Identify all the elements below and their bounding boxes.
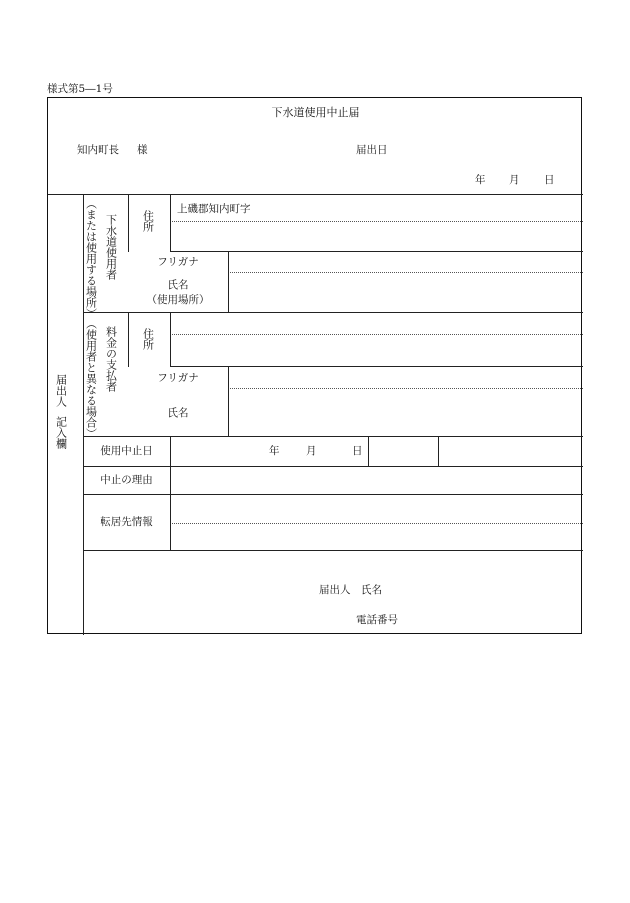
- addressee-honorific: 様: [137, 144, 148, 156]
- sewer-user-address-field[interactable]: 上磯郡知内町字: [177, 203, 251, 215]
- payer-address-field[interactable]: [177, 318, 583, 362]
- divider-moving: [83, 550, 583, 551]
- form-number: 様式第5―1号: [47, 83, 113, 95]
- divider-payer-address-col: [170, 312, 171, 367]
- sewer-user-furigana-field[interactable]: [229, 257, 583, 271]
- moving-label: 転居先情報: [100, 516, 153, 528]
- payer-address-label: 住所: [141, 328, 155, 350]
- signature-phone-field[interactable]: [413, 610, 578, 628]
- divider-user-address: [170, 251, 583, 252]
- stop-date-extra-field-1[interactable]: [369, 439, 437, 463]
- submission-month-field[interactable]: 月: [509, 174, 520, 186]
- divider-stop-date: [83, 466, 583, 467]
- submission-year-field[interactable]: 年: [475, 174, 486, 186]
- stop-date-extra-field-2[interactable]: [439, 439, 583, 463]
- moving-field[interactable]: [171, 497, 583, 547]
- divider-user-address-dotted: [170, 221, 583, 222]
- form-title: 下水道使用中止届: [271, 106, 360, 119]
- divider-user-furigana: [228, 272, 583, 273]
- reason-label: 中止の理由: [100, 474, 153, 486]
- submission-day-field[interactable]: 日: [544, 174, 555, 186]
- stop-date-label: 使用中止日: [100, 445, 153, 457]
- stop-date-day-field[interactable]: 日: [352, 445, 363, 457]
- divider-payer-address: [170, 366, 583, 367]
- payer-sublabel: （使用者と異なる場合）: [84, 318, 98, 439]
- divider-reason: [83, 494, 583, 495]
- addressee-name: 知内町長: [77, 144, 119, 156]
- payer-furigana-label: フリガナ: [157, 372, 199, 384]
- stop-date-month-field[interactable]: 月: [306, 445, 317, 457]
- reason-field[interactable]: [171, 469, 583, 491]
- divider-user-end: [83, 312, 583, 313]
- stop-date-year-field[interactable]: 年: [269, 445, 280, 457]
- divider-user-address-col: [170, 194, 171, 252]
- divider-payer-furigana: [228, 388, 583, 389]
- divider-user-col: [128, 194, 129, 252]
- sewer-user-address-label: 住所: [141, 210, 155, 232]
- divider-payer-end: [83, 436, 583, 437]
- sewer-user-name-label: 氏名: [167, 279, 189, 291]
- sewer-user-label: 下水道使用者: [104, 214, 118, 280]
- divider-section-col: [83, 194, 84, 635]
- payer-label: 料金の支払者: [104, 326, 118, 392]
- sewer-user-name-sublabel: （使用場所）: [146, 294, 210, 306]
- section-label-applicant: 届出人: [54, 374, 68, 407]
- sewer-user-name-field[interactable]: [229, 278, 583, 308]
- submission-date-label: 届出日: [356, 144, 388, 156]
- payer-name-field[interactable]: [229, 392, 583, 432]
- payer-name-label: 氏名: [167, 407, 189, 419]
- signature-name-label: 届出人 氏名: [319, 584, 382, 596]
- form-frame: [47, 97, 582, 634]
- signature-name-field[interactable]: [388, 580, 578, 598]
- sewer-user-sublabel: （または使用する場所）: [84, 198, 98, 319]
- signature-phone-label: 電話番号: [356, 614, 398, 626]
- sewer-user-furigana-label: フリガナ: [157, 256, 199, 268]
- divider-payer-col: [128, 312, 129, 367]
- payer-furigana-field[interactable]: [229, 370, 583, 386]
- section-label-fill: 記入欄: [54, 416, 68, 449]
